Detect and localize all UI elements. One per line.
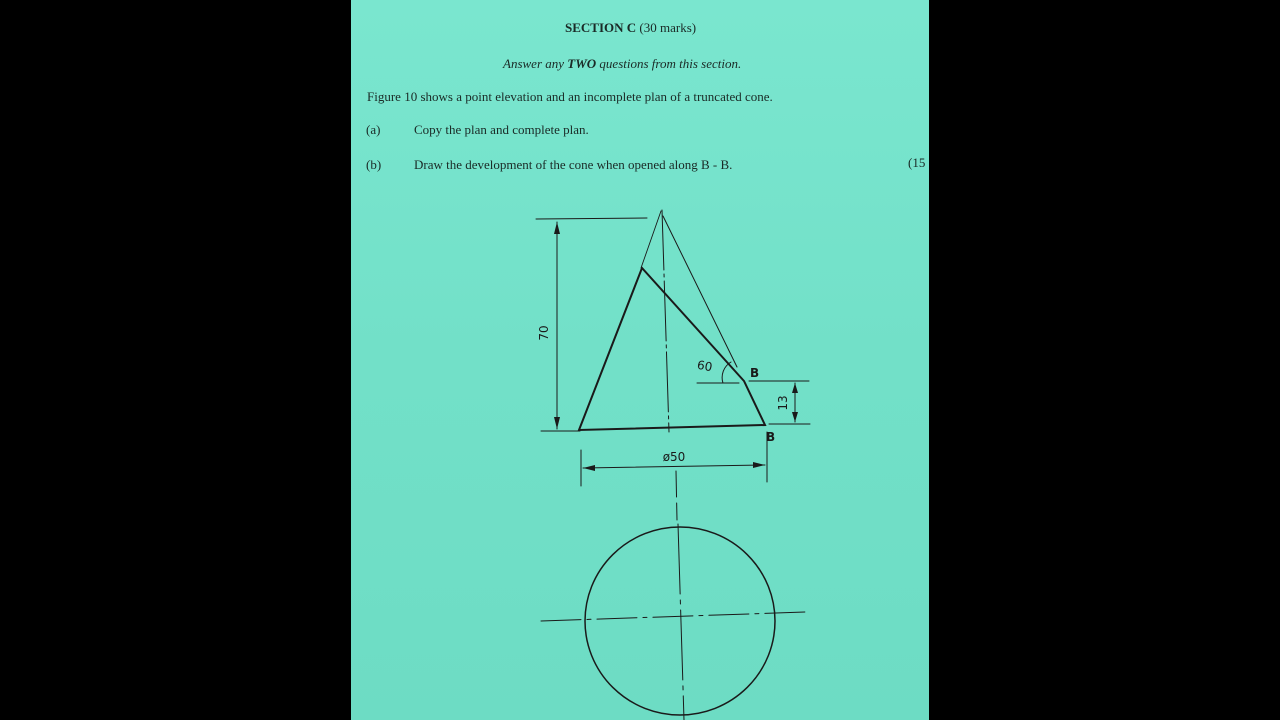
height-label: 70: [537, 325, 551, 341]
cut-arrow-bottom: [792, 412, 798, 422]
part-b-text: Draw the development of the cone when opened along B - B.: [414, 157, 733, 172]
part-b-label: (b): [366, 157, 382, 172]
angle-label: 60: [695, 357, 714, 375]
instruction-post: questions from this section.: [596, 56, 742, 71]
part-a-text: Copy the plan and complete plan.: [414, 122, 589, 137]
figure-10-drawing: [351, 0, 929, 720]
plan-circle: [585, 527, 775, 715]
exam-page: [351, 0, 929, 720]
question-intro: Figure 10 shows a point elevation and an incomplete plan of a truncated cone.: [367, 89, 773, 104]
instruction-pre: Answer any: [503, 56, 568, 71]
top-extension-line: [536, 218, 647, 219]
cut-arrow-top: [792, 383, 798, 393]
height-arrow-top: [554, 222, 560, 234]
diameter-arrow-left: [583, 465, 595, 471]
height-arrow-bottom: [554, 417, 560, 429]
cone-slant-construction-line: [663, 216, 737, 367]
point-b-lower-label: B: [766, 430, 776, 444]
section-heading: SECTION C: [565, 20, 637, 35]
question-marks: (15: [908, 155, 926, 170]
plan-vertical-center-line: [678, 524, 684, 720]
diameter-label: ø50: [662, 450, 686, 464]
projection-line: [676, 471, 677, 520]
truncated-cone-outline: [579, 268, 765, 430]
diameter-arrow-right: [753, 462, 765, 468]
instruction-bold: TWO: [567, 56, 597, 71]
diameter-dimension-line: [583, 465, 765, 468]
apex-construction-line: [641, 211, 661, 268]
cut-height-label: 13: [776, 395, 790, 411]
plan-horizontal-center-line: [541, 612, 806, 621]
cone-axis-center-line: [662, 210, 669, 432]
point-b-upper-label: B: [750, 366, 760, 380]
part-a-label: (a): [366, 122, 381, 137]
section-marks: (30 marks): [639, 20, 697, 35]
